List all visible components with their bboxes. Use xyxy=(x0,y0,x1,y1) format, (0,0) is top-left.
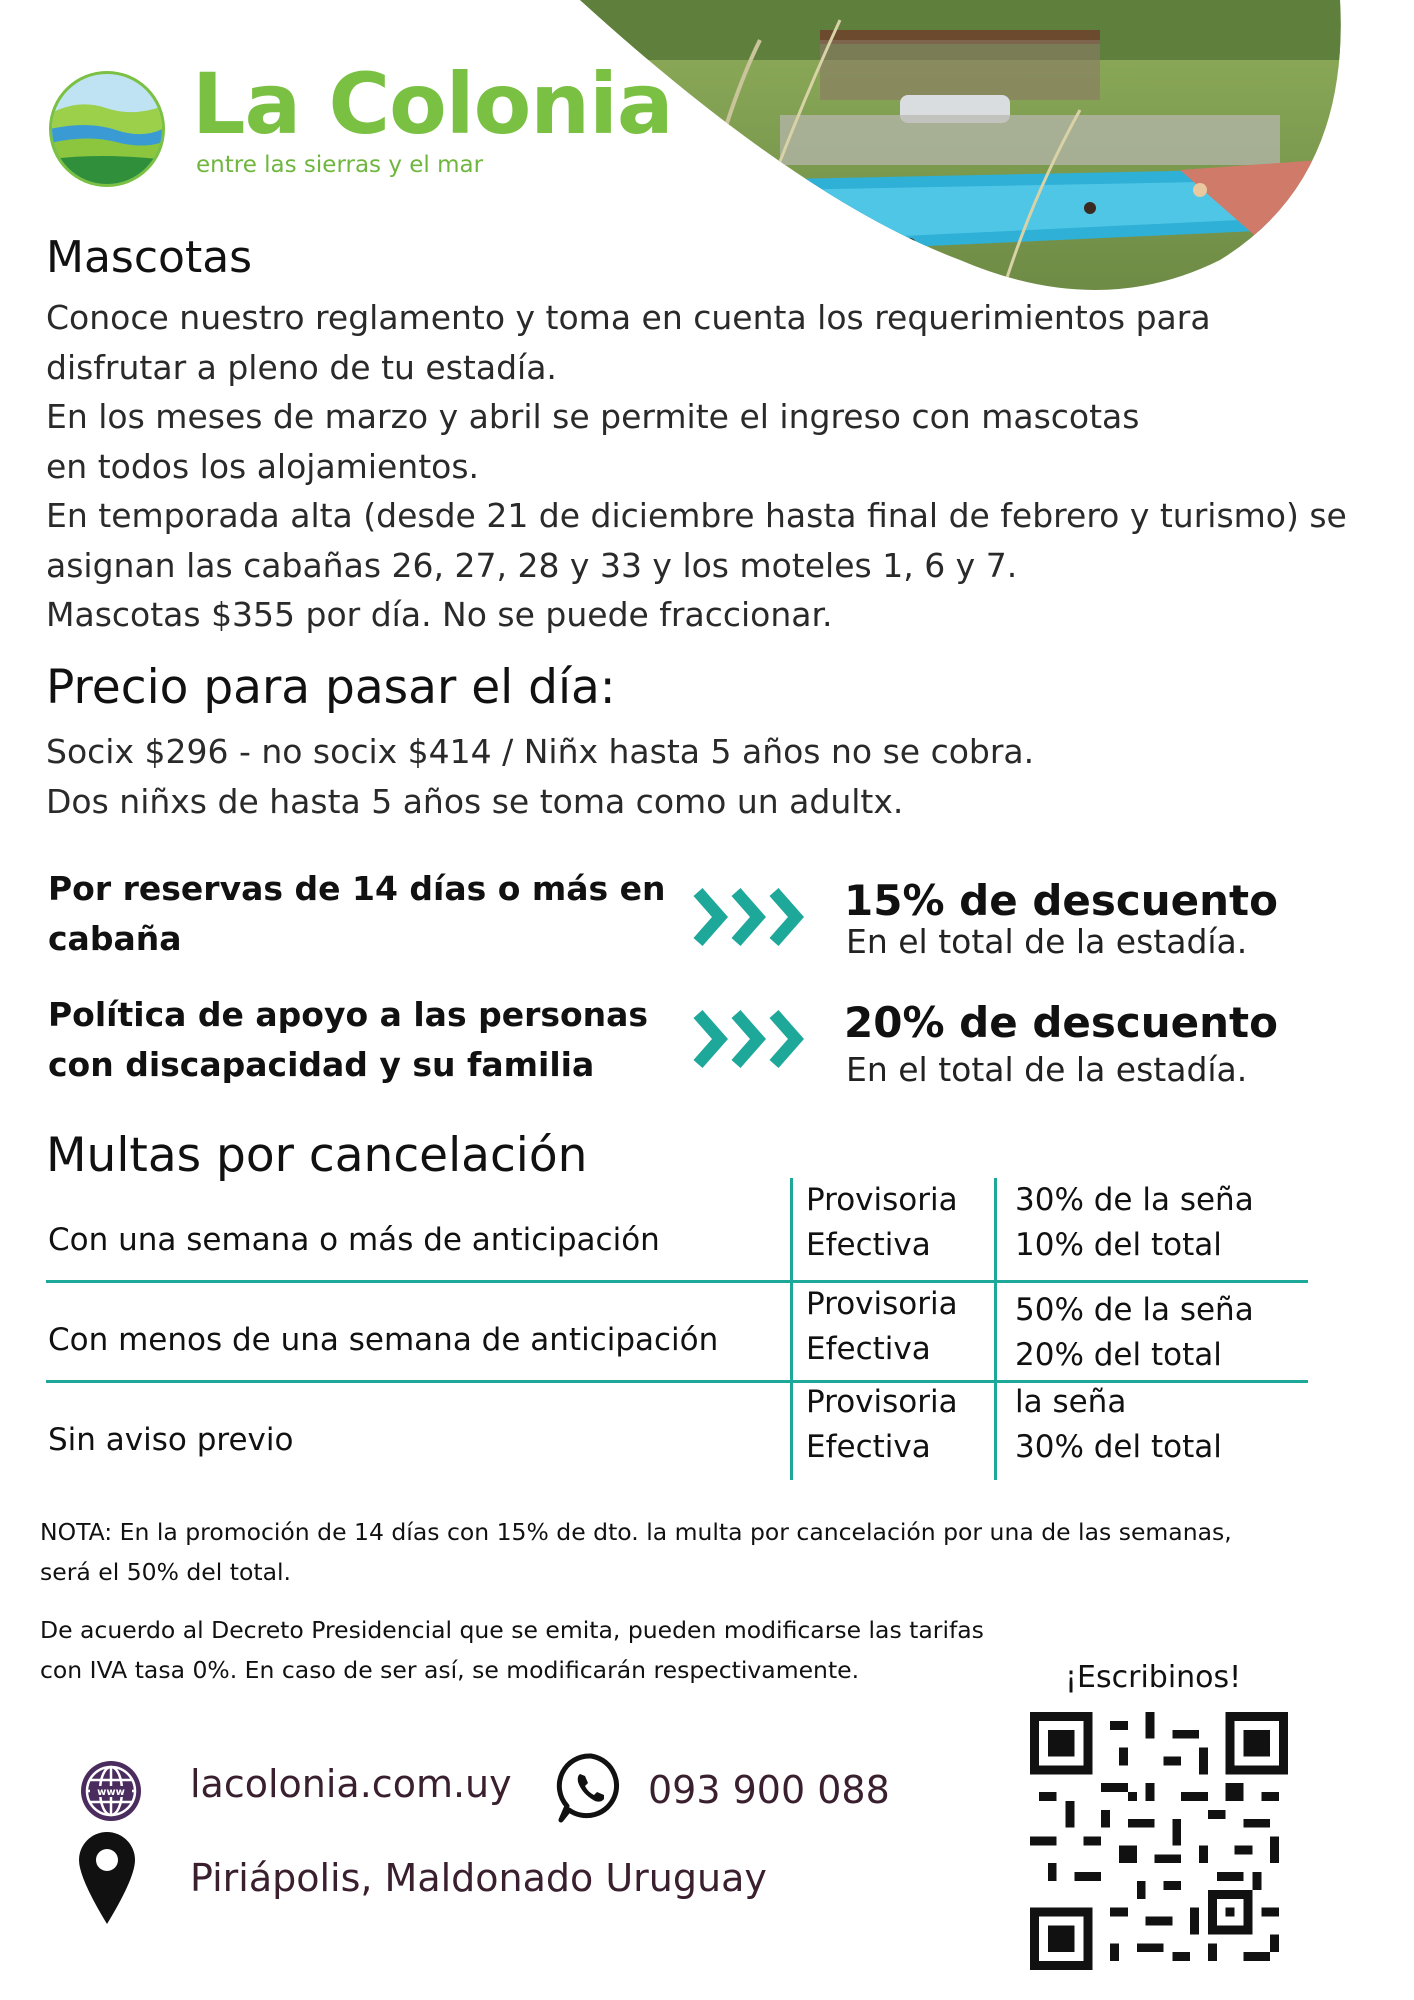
globe-icon xyxy=(78,1758,144,1824)
mascotas-line: En temporada alta (desde 21 de diciembre hasta final de febrero y turismo) se xyxy=(46,496,1347,535)
precio-heading: Precio para pasar el día: xyxy=(46,660,616,715)
value-cell: 30% del total xyxy=(1015,1429,1222,1465)
brand-name: La Colonia xyxy=(192,55,673,153)
mascotas-line: asignan las cabañas 26, 27, 28 y 33 y los moteles 1, 6 y 7. xyxy=(46,545,1018,585)
promo-discount: 20% de descuento xyxy=(844,998,1278,1047)
type-cell: Efectiva xyxy=(806,1429,931,1465)
nota-line: De acuerdo al Decreto Presidencial que se emita, pueden modificarse las tarifas xyxy=(40,1616,984,1644)
promo-label-line: con discapacidad y su familia xyxy=(48,1045,595,1084)
promo-label xyxy=(48,864,668,964)
table-row-values xyxy=(1015,1288,1254,1378)
precio-body xyxy=(46,727,1386,826)
promo-discount: 15% de descuento xyxy=(844,876,1278,925)
type-cell: Provisoria xyxy=(806,1286,958,1322)
table-row-types xyxy=(806,1380,958,1470)
qr-caption: ¡Escribinos! xyxy=(1065,1660,1242,1695)
table-divider xyxy=(790,1178,793,1480)
brand-logo-icon xyxy=(46,68,168,190)
value-cell: 10% del total xyxy=(1015,1227,1222,1263)
mascotas-body xyxy=(46,293,1386,640)
nota-line: será el 50% del total. xyxy=(40,1558,291,1586)
type-cell: Provisoria xyxy=(806,1182,958,1218)
promo-label xyxy=(48,990,668,1090)
promo-detail: En el total de la estadía. xyxy=(846,1050,1248,1089)
type-cell: Efectiva xyxy=(806,1331,931,1367)
mascotas-heading: Mascotas xyxy=(46,232,253,283)
value-cell: 20% del total xyxy=(1015,1337,1222,1373)
hero-pool-photo xyxy=(580,0,1380,300)
multas-heading: Multas por cancelación xyxy=(46,1128,588,1183)
nota-text xyxy=(40,1512,1380,1592)
type-cell: Efectiva xyxy=(806,1227,931,1263)
table-row-values xyxy=(1015,1178,1254,1268)
mascotas-line: En los meses de marzo y abril se permite el ingreso con mascotas xyxy=(46,397,1140,436)
table-row-label: Sin aviso previo xyxy=(48,1422,294,1458)
mascotas-line: en todos los alojamientos. xyxy=(46,446,480,486)
promo-label-line: cabaña xyxy=(48,919,182,958)
table-row-values xyxy=(1015,1380,1222,1470)
double-chevron-icon xyxy=(690,1006,808,1072)
nota-line: NOTA: En la promoción de 14 días con 15% de dto. la multa por cancelación por una de las semanas, xyxy=(40,1518,1232,1546)
table-divider xyxy=(994,1178,997,1480)
svg-text:www: www xyxy=(97,1787,125,1798)
qr-code[interactable] xyxy=(1030,1712,1288,1970)
promo-label-line: Política de apoyo a las personas xyxy=(48,995,649,1034)
value-cell: 50% de la seña xyxy=(1015,1292,1254,1328)
promo-detail: En el total de la estadía. xyxy=(846,922,1248,961)
value-cell: la seña xyxy=(1015,1384,1127,1420)
mascotas-line: Conoce nuestro reglamento y toma en cuenta los requerimientos para xyxy=(46,298,1211,337)
table-row-types xyxy=(806,1282,958,1372)
precio-line: Dos niñxs de hasta 5 años se toma como un adultx. xyxy=(46,781,904,821)
precio-line: Socix $296 - no socix $414 / Niñx hasta 5 años no se cobra. xyxy=(46,732,1035,771)
whatsapp-icon xyxy=(553,1750,629,1826)
brand-tagline: entre las sierras y el mar xyxy=(196,152,484,178)
mascotas-line: Mascotas $355 por día. No se puede fraccionar. xyxy=(46,595,833,634)
type-cell: Provisoria xyxy=(806,1384,958,1420)
table-row-types xyxy=(806,1178,958,1268)
double-chevron-icon xyxy=(690,884,808,950)
website-link[interactable]: lacolonia.com.uy xyxy=(190,1762,512,1806)
table-divider xyxy=(46,1280,1308,1283)
table-row-label: Con menos de una semana de anticipación xyxy=(48,1322,719,1358)
nota-line: con IVA tasa 0%. En caso de ser así, se modificarán respectivamente. xyxy=(40,1656,860,1684)
mascotas-line: disfrutar a pleno de tu estadía. xyxy=(46,347,557,387)
location-text: Piriápolis, Maldonado Uruguay xyxy=(190,1856,767,1900)
location-pin-icon xyxy=(76,1830,138,1926)
promo-label-line: Por reservas de 14 días o más en xyxy=(48,869,666,908)
table-row-label: Con una semana o más de anticipación xyxy=(48,1222,660,1258)
value-cell: 30% de la seña xyxy=(1015,1182,1254,1218)
phone-number[interactable]: 093 900 088 xyxy=(648,1768,890,1812)
